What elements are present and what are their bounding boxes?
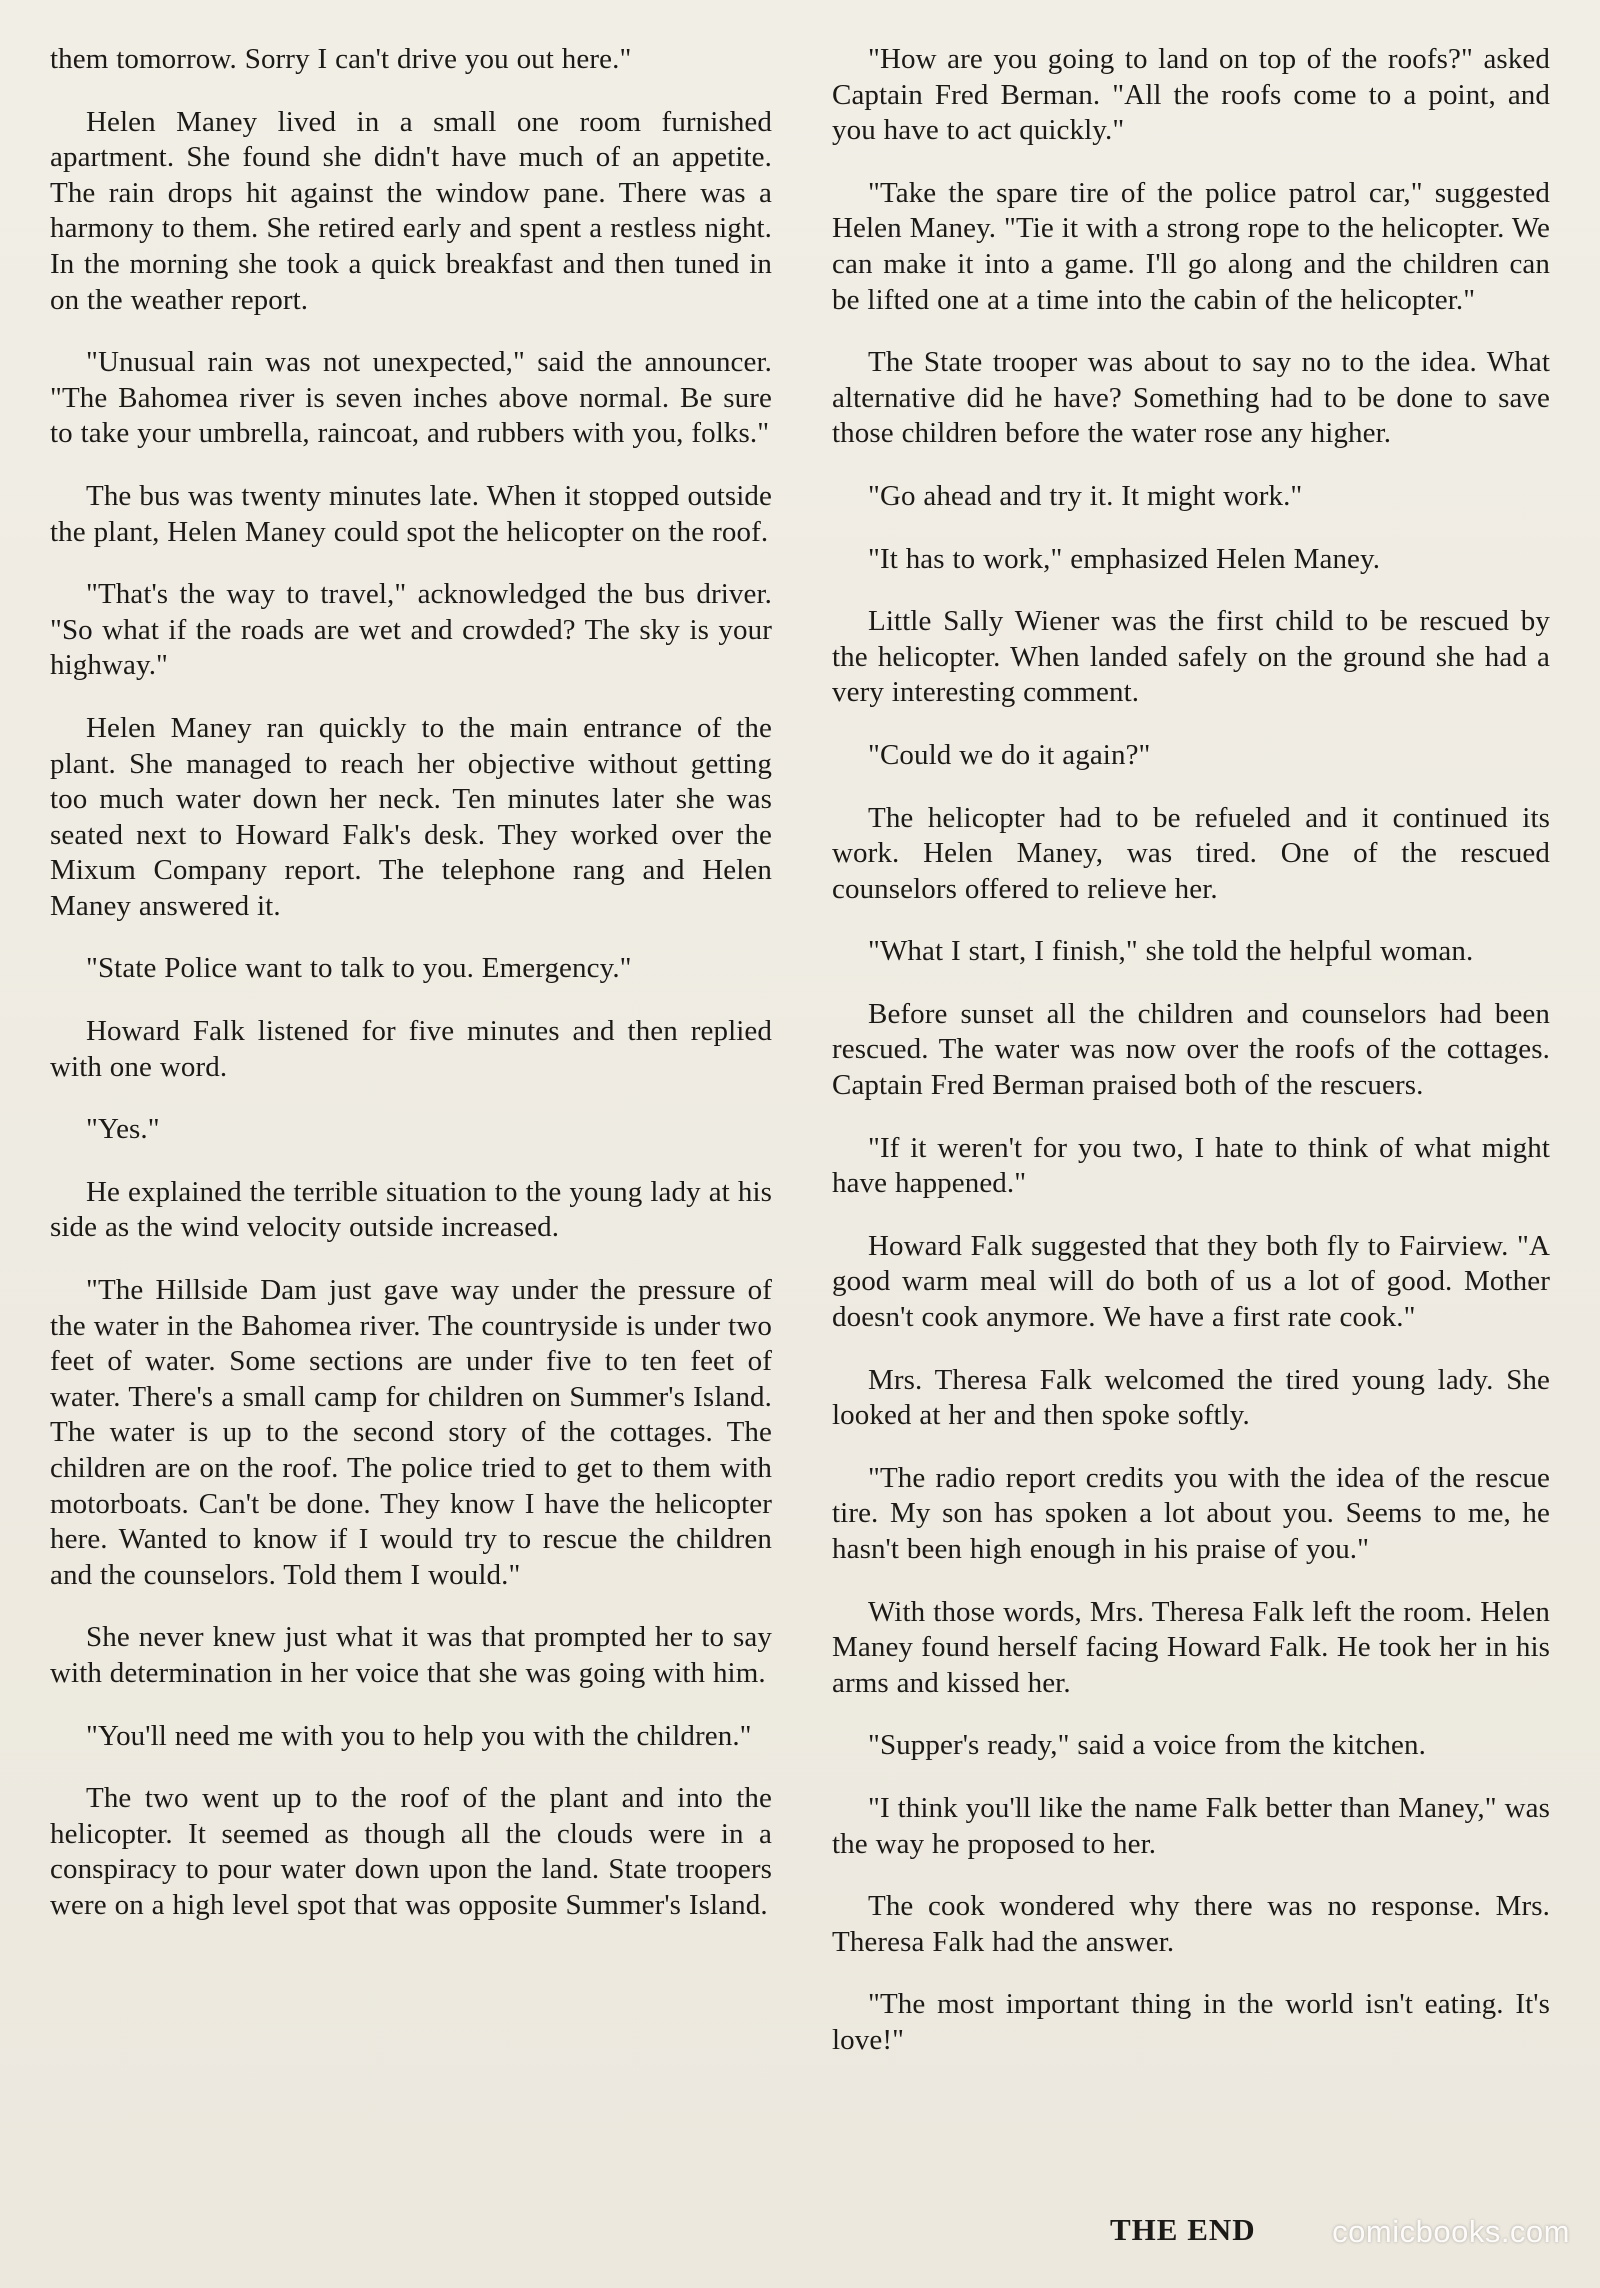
- story-paragraph: Mrs. Theresa Falk welcomed the tired young lady. She looked at her and then spoke softly.: [832, 1363, 1550, 1432]
- story-paragraph: "How are you going to land on top of the roofs?" asked Captain Fred Berman. "All the roofs come to a point, and you have to act quickly.": [832, 43, 1550, 147]
- the-end-label: THE END: [1110, 2212, 1256, 2247]
- story-paragraph: "State Police want to talk to you. Emergency.": [86, 952, 632, 985]
- story-paragraph: Howard Falk suggested that they both fly to Fairview. "A good warm meal will do both of us a lot of good. Mother doesn't cook anymore. We have a first rate cook.": [832, 1229, 1550, 1334]
- story-paragraph: The two went up to the roof of the plant and into the helicopter. It seemed as though all the clouds were in a conspiracy to pour water down upon the land. State troopers were on a high level spot that was opposite Summer's Island.: [50, 1782, 772, 1921]
- story-paragraph: "I think you'll like the name Falk better than Maney," was the way he proposed to her.: [832, 1791, 1550, 1860]
- story-paragraph: "Unusual rain was not unexpected," said the announcer. "The Bahomea river is seven inches above normal. Be sure to take your umbrella, raincoat, and rubbers with you, folks.": [50, 346, 772, 450]
- story-paragraph: them tomorrow. Sorry I can't drive you out here.": [50, 43, 632, 75]
- story-paragraph: "Could we do it again?": [868, 738, 1151, 771]
- story-paragraph: Little Sally Wiener was the first child to be rescued by the helicopter. When landed safely on the ground she had a very interesting comment.: [832, 605, 1550, 709]
- story-paragraph: Helen Maney lived in a small one room furnished apartment. She found she didn't have much of an appetite. The rain drops hit against the window pane. There was a harmony to them. She retired early and spent a restless night. In the morning she took a quick breakfast and then tuned in on the weather report.: [50, 105, 772, 316]
- story-paragraph: He explained the terrible situation to the young lady at his side as the wind velocity outside increased.: [50, 1175, 772, 1244]
- story-paragraph: She never knew just what it was that prompted her to say with determination in her voice that she was going with him.: [50, 1621, 772, 1689]
- story-paragraph: "The most important thing in the world isn't eating. It's love!": [832, 1988, 1550, 2056]
- story-paragraph: The helicopter had to be refueled and it continued its work. Helen Maney, was tired. One of the rescued counselors offered to relieve her.: [832, 801, 1550, 905]
- story-paragraph: The State trooper was about to say no to the idea. What alternative did he have? Something had to be done to save those children before the water rose any higher.: [832, 346, 1550, 450]
- story-paragraph: "That's the way to travel," acknowledged the bus driver. "So what if the roads are wet and crowded? The sky is your highway.": [50, 578, 772, 682]
- story-paragraph: "It has to work," emphasized Helen Maney.: [868, 542, 1381, 575]
- story-paragraph: "The Hillside Dam just gave way under the pressure of the water in the Bahomea river. The countryside is under two feet of water. Some sections are under five to ten feet of water. There's a small camp for children on Summer's Island. The water is up to the second story of the cottages. The children are on the roof. The police tried to get to them with motorboats. Can't be done. They know I have the helicopter here. Wanted to know if I would try to rescue the children and the counselors. Told them I would.": [50, 1274, 772, 1591]
- story-paragraph: "Supper's ready," said a voice from the kitchen.: [868, 1729, 1426, 1762]
- story-paragraph: "Yes.": [86, 1113, 160, 1146]
- left-text-column: [50, 42, 772, 1951]
- story-paragraph: With those words, Mrs. Theresa Falk left the room. Helen Maney found herself facing Howard Falk. He took her in his arms and kissed her.: [832, 1595, 1550, 1699]
- story-paragraph: The bus was twenty minutes late. When it stopped outside the plant, Helen Maney could spot the helicopter on the roof.: [50, 479, 772, 548]
- story-paragraph: Howard Falk listened for five minutes and then replied with one word.: [50, 1015, 772, 1083]
- site-watermark: comicbooks.com: [1332, 2214, 1570, 2249]
- story-paragraph: "Take the spare tire of the police patrol car," suggested Helen Maney. "Tie it with a strong rope to the helicopter. We can make it into a game. I'll go along and the children can be lifted one at a time into the cabin of the helicopter.": [832, 176, 1550, 316]
- story-paragraph: Before sunset all the children and counselors had been rescued. The water was now over the roofs of the cottages. Captain Fred Berman praised both of the rescuers.: [832, 997, 1550, 1102]
- story-paragraph: "What I start, I finish," she told the helpful woman.: [868, 935, 1474, 968]
- right-text-column: [832, 42, 1550, 2086]
- story-paragraph: Helen Maney ran quickly to the main entrance of the plant. She managed to reach her objective without getting too much water down her neck. Ten minutes later she was seated next to Howard Falk's desk. They worked over the Mixum Company report. The telephone rang and Helen Maney answered it.: [50, 711, 772, 922]
- story-paragraph: The cook wondered why there was no response. Mrs. Theresa Falk had the answer.: [832, 1890, 1550, 1958]
- story-paragraph: "Go ahead and try it. It might work.": [868, 479, 1303, 512]
- story-paragraph: "The radio report credits you with the idea of the rescue tire. My son has spoken a lot about you. Seems to me, he hasn't been high enough in his praise of you.": [832, 1461, 1550, 1565]
- story-paragraph: "You'll need me with you to help you with the children.": [86, 1719, 752, 1752]
- story-paragraph: "If it weren't for you two, I hate to think of what might have happened.": [832, 1131, 1550, 1200]
